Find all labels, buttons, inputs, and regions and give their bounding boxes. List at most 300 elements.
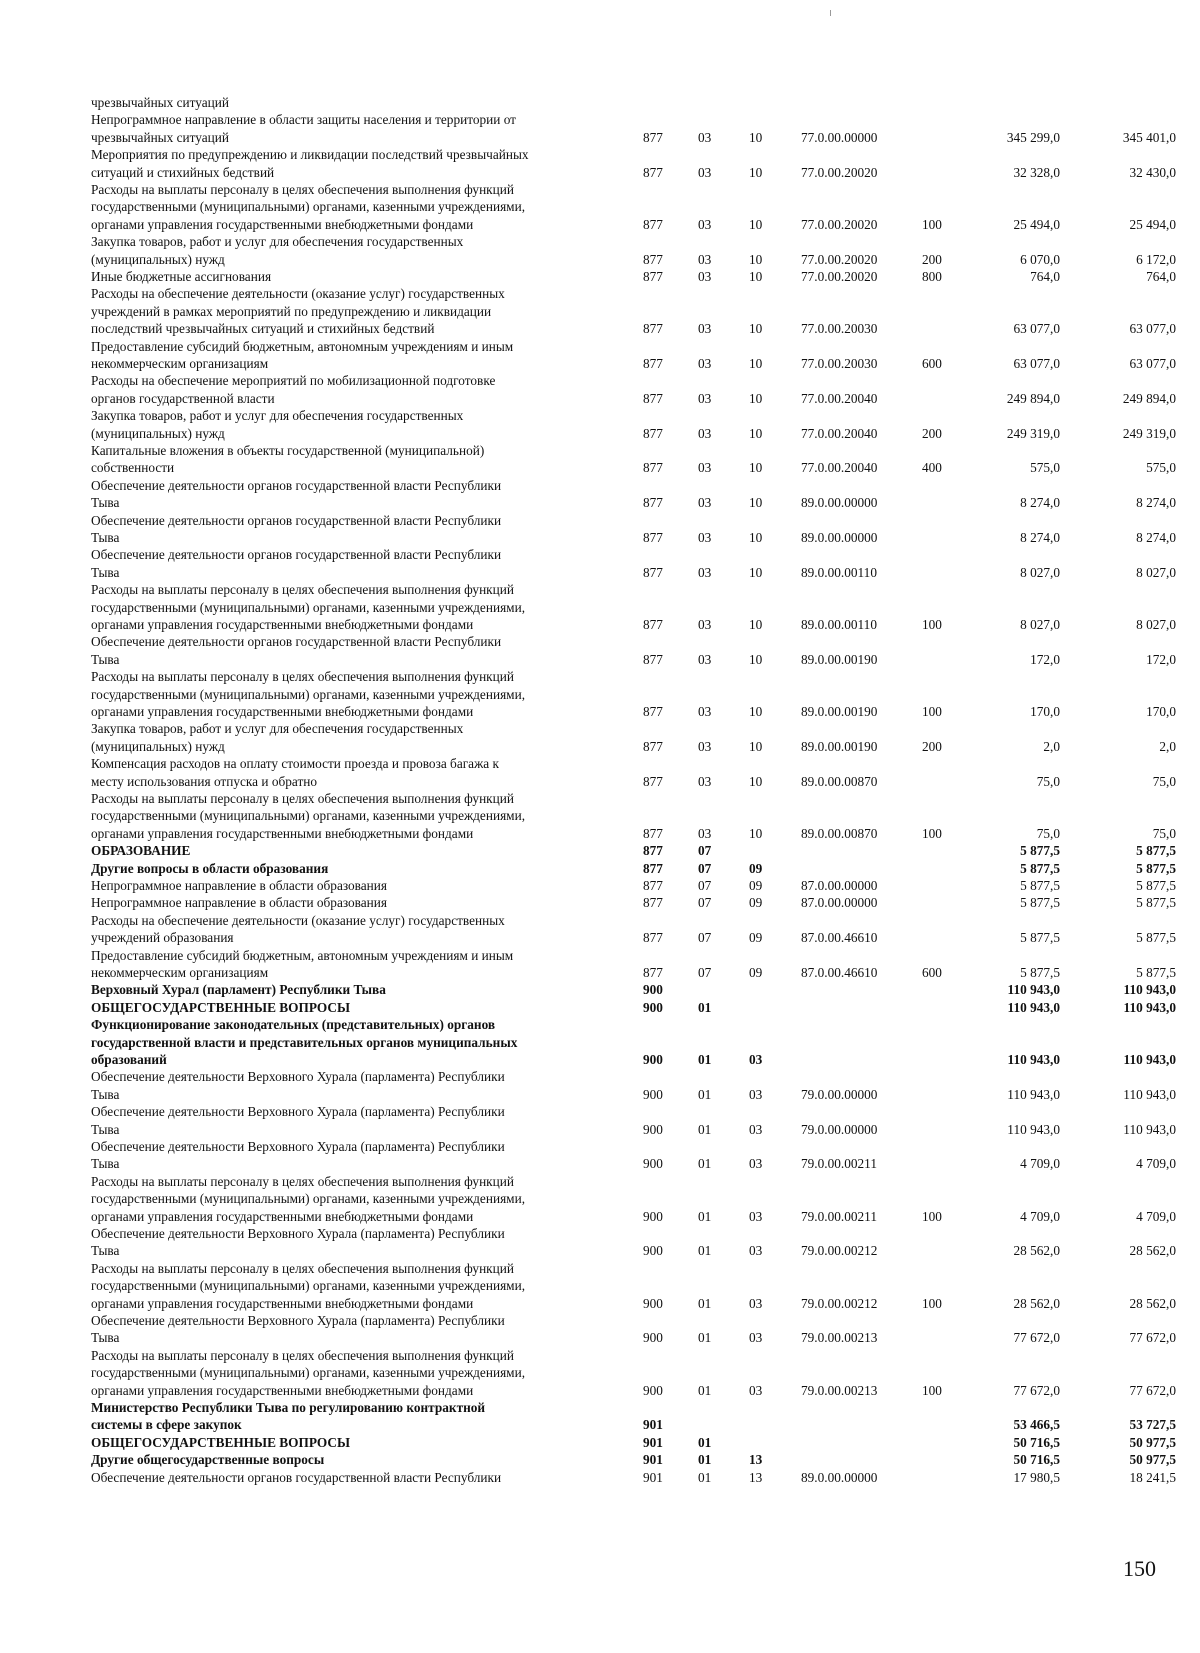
row-description-line: Капитальные вложения в объекты государственной (муниципальной)	[91, 443, 485, 458]
target-article-code: 79.0.00.00000	[801, 1086, 878, 1102]
target-article-code: 89.0.00.00000	[801, 529, 878, 545]
table-row	[0, 181, 1200, 233]
table-row	[0, 111, 1200, 146]
row-description-line: Тыва	[91, 564, 120, 580]
section-code: 03	[698, 616, 712, 632]
group-code: 877	[643, 251, 663, 267]
amount-year-2: 5 877,5	[1136, 843, 1176, 859]
target-article-code: 89.0.00.00190	[801, 651, 878, 667]
amount-year-2: 249 319,0	[1122, 425, 1176, 441]
section-code: 03	[698, 773, 712, 789]
row-description-line: (муниципальных) нужд	[91, 425, 225, 441]
subsection-code: 10	[749, 251, 763, 267]
amount-year-1: 28 562,0	[1013, 1295, 1060, 1311]
section-code: 01	[698, 1330, 712, 1346]
group-code: 900	[643, 982, 663, 998]
row-description	[91, 1103, 611, 1138]
subsection-code: 03	[749, 1051, 763, 1067]
row-description-line: Функционирование законодательных (представительных) органов	[91, 1017, 496, 1033]
row-description	[91, 1347, 611, 1399]
amount-year-1: 575,0	[1030, 460, 1060, 476]
section-code: 03	[698, 355, 712, 371]
group-code: 877	[643, 895, 663, 911]
row-description	[91, 912, 611, 947]
subsection-code: 10	[749, 390, 763, 406]
subsection-code: 10	[749, 129, 763, 145]
subsection-code: 09	[749, 895, 763, 911]
row-description-line: органами управления государственными внебюджетными фондами	[91, 825, 474, 841]
row-description	[91, 546, 611, 581]
row-description-line: Тыва	[91, 1086, 120, 1102]
amount-year-2: 5 877,5	[1136, 878, 1176, 893]
table-row	[0, 1347, 1200, 1399]
row-description-line: органов государственной власти	[91, 390, 275, 406]
target-article-code: 87.0.00.46610	[801, 964, 878, 980]
row-description-line: органами управления государственными внебюджетными фондами	[91, 704, 474, 719]
row-description-line: Расходы на выплаты персоналу в целях обеспечения выполнения функций	[91, 791, 514, 806]
table-row	[0, 755, 1200, 790]
subsection-code: 03	[749, 1086, 763, 1102]
table-row	[0, 268, 1200, 285]
row-description-line: собственности	[91, 460, 175, 476]
subsection-code: 10	[749, 269, 763, 284]
subsection-code: 09	[749, 964, 763, 980]
group-code: 877	[643, 651, 663, 667]
row-description	[91, 999, 611, 1016]
target-article-code: 79.0.00.00000	[801, 1121, 878, 1137]
row-description-line: государственными (муниципальными) органами, казенными учреждениями,	[91, 199, 526, 215]
section-code: 01	[698, 1434, 712, 1450]
target-article-code: 77.0.00.20040	[801, 425, 878, 441]
row-description-line: Расходы на выплаты персоналу в целях обеспечения выполнения функций	[91, 1347, 514, 1363]
subsection-code: 03	[749, 1295, 763, 1311]
table-row	[0, 1225, 1200, 1260]
subsection-code: 10	[749, 773, 763, 789]
row-description-line: ОБЩЕГОСУДАРСТВЕННЫЕ ВОПРОСЫ	[91, 999, 351, 1015]
subsection-code: 03	[749, 1382, 763, 1398]
section-code: 03	[698, 495, 712, 511]
row-description-line: государственными (муниципальными) органами, казенными учреждениями,	[91, 1278, 526, 1294]
row-description-line: Обеспечение деятельности органов государственной власти Республики	[91, 512, 502, 528]
row-description-line: Предоставление субсидий бюджетным, автономным учреждениям и иным	[91, 947, 514, 963]
row-description	[91, 285, 611, 337]
row-description-line: органами управления государственными внебюджетными фондами	[91, 216, 474, 232]
target-article-code: 77.0.00.20020	[801, 164, 878, 180]
table-row	[0, 233, 1200, 268]
row-description	[91, 1138, 611, 1173]
row-description	[91, 1434, 611, 1451]
row-description-line: Обеспечение деятельности Верховного Хурала (парламента) Республики	[91, 1069, 505, 1085]
subsection-code: 10	[749, 495, 763, 511]
subsection-code: 10	[749, 703, 763, 719]
section-code: 01	[698, 1469, 712, 1485]
amount-year-2: 170,0	[1146, 703, 1176, 719]
amount-year-2: 63 077,0	[1129, 355, 1176, 371]
row-description-line: Мероприятия по предупреждению и ликвидации последствий чрезвычайных	[91, 147, 529, 163]
amount-year-1: 5 877,5	[1020, 860, 1060, 876]
section-code: 03	[698, 164, 712, 180]
amount-year-2: 8 274,0	[1136, 529, 1176, 545]
expense-type-code: 600	[922, 355, 942, 371]
table-row	[0, 1434, 1200, 1451]
group-code: 901	[643, 1452, 663, 1468]
group-code: 877	[643, 564, 663, 580]
row-description-line: Расходы на выплаты персоналу в целях обеспечения выполнения функций	[91, 582, 514, 598]
amount-year-2: 172,0	[1146, 651, 1176, 667]
target-article-code: 77.0.00.20030	[801, 321, 878, 337]
row-description	[91, 477, 611, 512]
table-row	[0, 1173, 1200, 1225]
row-description	[91, 512, 611, 547]
table-row	[0, 947, 1200, 982]
table-row	[0, 407, 1200, 442]
row-description-line: государственными (муниципальными) органами, казенными учреждениями,	[91, 686, 526, 702]
table-row	[0, 94, 1200, 111]
row-description-line: Тыва	[91, 1121, 120, 1137]
group-code: 901	[643, 1469, 663, 1485]
subsection-code: 10	[749, 738, 763, 754]
amount-year-1: 5 877,5	[1020, 878, 1060, 893]
subsection-code: 10	[749, 529, 763, 545]
amount-year-2: 8 027,0	[1136, 564, 1176, 580]
row-description	[91, 633, 611, 668]
amount-year-1: 50 716,5	[1013, 1452, 1060, 1468]
amount-year-1: 172,0	[1030, 651, 1060, 667]
amount-year-1: 110 943,0	[1007, 1121, 1060, 1137]
amount-year-2: 28 562,0	[1129, 1295, 1176, 1311]
amount-year-1: 110 943,0	[1007, 982, 1060, 998]
table-row	[0, 668, 1200, 720]
row-description	[91, 407, 611, 442]
amount-year-1: 249 894,0	[1006, 390, 1060, 406]
table-row	[0, 633, 1200, 668]
row-description-line: Обеспечение деятельности органов государственной власти Республики	[91, 634, 502, 650]
table-row	[0, 512, 1200, 547]
amount-year-2: 4 709,0	[1136, 1156, 1176, 1172]
row-description-line: Закупка товаров, работ и услуг для обеспечения государственных	[91, 234, 464, 250]
amount-year-2: 764,0	[1146, 269, 1176, 284]
row-description	[91, 860, 611, 877]
group-code: 877	[643, 860, 663, 876]
target-article-code: 89.0.00.00000	[801, 1469, 878, 1485]
group-code: 877	[643, 129, 663, 145]
target-article-code: 77.0.00.20040	[801, 460, 878, 476]
section-code: 03	[698, 269, 712, 284]
amount-year-1: 77 672,0	[1013, 1382, 1060, 1398]
table-row	[0, 1399, 1200, 1434]
row-description-line: органами управления государственными внебюджетными фондами	[91, 1382, 474, 1398]
subsection-code: 03	[749, 1243, 763, 1259]
amount-year-1: 5 877,5	[1020, 930, 1060, 946]
table-row	[0, 1312, 1200, 1347]
row-description-line: государственными (муниципальными) органами, казенными учреждениями,	[91, 808, 526, 824]
row-description-line: учреждений в рамках мероприятий по предупреждению и ликвидации	[91, 303, 492, 319]
section-code: 03	[698, 321, 712, 337]
target-article-code: 79.0.00.00213	[801, 1382, 878, 1398]
row-description-line: Компенсация расходов на оплату стоимости проезда и провоза багажа к	[91, 756, 499, 772]
amount-year-1: 8 274,0	[1020, 495, 1060, 511]
target-article-code: 79.0.00.00212	[801, 1243, 878, 1259]
row-description-line: последствий чрезвычайных ситуаций и стихийных бедствий	[91, 321, 435, 337]
amount-year-1: 75,0	[1036, 825, 1060, 841]
amount-year-1: 5 877,5	[1020, 895, 1060, 911]
row-description-line: чрезвычайных ситуаций	[91, 129, 229, 145]
group-code: 877	[643, 321, 663, 337]
amount-year-1: 75,0	[1036, 773, 1060, 789]
row-description	[91, 755, 611, 790]
table-row	[0, 1138, 1200, 1173]
subsection-code: 03	[749, 1330, 763, 1346]
row-description	[91, 94, 611, 111]
amount-year-1: 8 027,0	[1020, 564, 1060, 580]
table-row	[0, 477, 1200, 512]
row-description-line: Тыва	[91, 1156, 120, 1172]
subsection-code: 10	[749, 460, 763, 476]
amount-year-1: 110 943,0	[1007, 1086, 1060, 1102]
expense-type-code: 100	[922, 825, 942, 841]
row-description-line: некоммерческим организациям	[91, 356, 269, 371]
row-description	[91, 1016, 611, 1068]
amount-year-2: 77 672,0	[1129, 1330, 1176, 1346]
row-description	[91, 1469, 611, 1486]
amount-year-2: 25 494,0	[1129, 216, 1176, 232]
row-description-line: Обеспечение деятельности Верховного Хурала (парламента) Республики	[91, 1104, 505, 1120]
row-description-line: ситуаций и стихийных бедствий	[91, 164, 275, 180]
group-code: 877	[643, 425, 663, 441]
row-description-line: Верховный Хурал (парламент) Республики Тыва	[91, 982, 386, 998]
amount-year-1: 170,0	[1030, 703, 1060, 719]
amount-year-1: 110 943,0	[1007, 999, 1060, 1015]
row-description	[91, 338, 611, 373]
amount-year-1: 4 709,0	[1020, 1208, 1060, 1224]
amount-year-2: 110 943,0	[1123, 982, 1176, 998]
section-code: 03	[698, 251, 712, 267]
row-description-line: Расходы на обеспечение деятельности (оказание услуг) государственных	[91, 286, 505, 302]
target-article-code: 89.0.00.00110	[801, 616, 877, 632]
row-description-line: Другие вопросы в области образования	[91, 860, 329, 876]
amount-year-1: 8 027,0	[1020, 616, 1060, 632]
target-article-code: 79.0.00.00212	[801, 1295, 878, 1311]
subsection-code: 10	[749, 825, 763, 841]
group-code: 877	[643, 773, 663, 789]
subsection-code: 10	[749, 425, 763, 441]
group-code: 900	[643, 1243, 663, 1259]
row-description-line: ОБЩЕГОСУДАРСТВЕННЫЕ ВОПРОСЫ	[91, 1434, 351, 1450]
amount-year-2: 18 241,5	[1129, 1469, 1176, 1485]
row-description-line: Обеспечение деятельности Верховного Хурала (парламента) Республики	[91, 1313, 505, 1328]
target-article-code: 77.0.00.20020	[801, 269, 878, 284]
amount-year-1: 5 877,5	[1020, 843, 1060, 859]
row-description-line: Закупка товаров, работ и услуг для обеспечения государственных	[91, 721, 464, 737]
group-code: 900	[643, 1295, 663, 1311]
table-row	[0, 372, 1200, 407]
target-article-code: 89.0.00.00110	[801, 564, 877, 580]
amount-year-2: 28 562,0	[1129, 1243, 1176, 1259]
row-description-line: Закупка товаров, работ и услуг для обеспечения государственных	[91, 408, 464, 424]
target-article-code: 89.0.00.00190	[801, 738, 878, 754]
subsection-code: 03	[749, 1156, 763, 1172]
subsection-code: 10	[749, 564, 763, 580]
subsection-code: 13	[749, 1452, 763, 1468]
amount-year-2: 5 877,5	[1136, 964, 1176, 980]
group-code: 877	[643, 825, 663, 841]
row-description-line: Тыва	[91, 651, 120, 667]
expense-type-code: 100	[922, 1208, 942, 1224]
table-row	[0, 442, 1200, 477]
amount-year-1: 249 319,0	[1006, 425, 1060, 441]
amount-year-1: 63 077,0	[1013, 355, 1060, 371]
table-row	[0, 877, 1200, 894]
section-code: 01	[698, 1452, 712, 1468]
subsection-code: 10	[749, 355, 763, 371]
section-code: 03	[698, 703, 712, 719]
section-code: 01	[698, 1086, 712, 1102]
group-code: 877	[643, 878, 663, 893]
row-description	[91, 111, 611, 146]
amount-year-2: 110 943,0	[1123, 1051, 1176, 1067]
section-code: 03	[698, 738, 712, 754]
section-code: 03	[698, 390, 712, 406]
section-code: 07	[698, 878, 712, 893]
row-description	[91, 1399, 611, 1434]
group-code: 877	[643, 964, 663, 980]
amount-year-2: 2,0	[1159, 738, 1176, 754]
row-description-line: Предоставление субсидий бюджетным, автономным учреждениям и иным	[91, 338, 514, 354]
section-code: 07	[698, 843, 712, 859]
row-description	[91, 1173, 611, 1225]
row-description-line: государственными (муниципальными) органами, казенными учреждениями,	[91, 599, 526, 615]
row-description-line: (муниципальных) нужд	[91, 251, 225, 267]
target-article-code: 79.0.00.00211	[801, 1156, 877, 1172]
table-row	[0, 720, 1200, 755]
row-description-line: государственными (муниципальными) органами, казенными учреждениями,	[91, 1365, 526, 1381]
table-row	[0, 860, 1200, 877]
row-description	[91, 1225, 611, 1260]
amount-year-2: 50 977,5	[1129, 1434, 1176, 1450]
row-description-line: Расходы на выплаты персоналу в целях обеспечения выполнения функций	[91, 182, 514, 197]
table-row	[0, 581, 1200, 633]
section-code: 01	[698, 1156, 712, 1172]
amount-year-2: 5 877,5	[1136, 930, 1176, 946]
group-code: 877	[643, 216, 663, 232]
amount-year-1: 28 562,0	[1013, 1243, 1060, 1259]
group-code: 900	[643, 1156, 663, 1172]
group-code: 877	[643, 460, 663, 476]
section-code: 07	[698, 860, 712, 876]
group-code: 900	[643, 1086, 663, 1102]
row-description	[91, 877, 611, 894]
row-description-line: Расходы на выплаты персоналу в целях обеспечения выполнения функций	[91, 1173, 514, 1189]
table-row	[0, 1068, 1200, 1103]
amount-year-2: 53 727,5	[1129, 1417, 1176, 1433]
amount-year-2: 75,0	[1152, 773, 1176, 789]
row-description-line: Расходы на обеспечение деятельности (оказание услуг) государственных	[91, 912, 505, 928]
section-code: 01	[698, 1382, 712, 1398]
amount-year-2: 75,0	[1152, 825, 1176, 841]
subsection-code: 03	[749, 1208, 763, 1224]
target-article-code: 77.0.00.00000	[801, 129, 878, 145]
target-article-code: 79.0.00.00211	[801, 1208, 877, 1224]
table-row	[0, 790, 1200, 842]
row-description-line: Министерство Республики Тыва по регулированию контрактной	[91, 1400, 486, 1415]
amount-year-1: 32 328,0	[1013, 164, 1060, 180]
table-row	[0, 981, 1200, 998]
section-code: 07	[698, 964, 712, 980]
subsection-code: 10	[749, 216, 763, 232]
expense-type-code: 100	[922, 703, 942, 719]
table-row	[0, 912, 1200, 947]
expense-type-code: 200	[922, 738, 942, 754]
row-description-line: Обеспечение деятельности органов государственной власти Республики	[91, 477, 502, 493]
row-description	[91, 1260, 611, 1312]
section-code: 07	[698, 930, 712, 946]
row-description-line: Непрограммное направление в области образования	[91, 895, 388, 911]
row-description-line: органами управления государственными внебюджетными фондами	[91, 1295, 474, 1311]
amount-year-2: 8 274,0	[1136, 495, 1176, 511]
amount-year-1: 8 274,0	[1020, 529, 1060, 545]
row-description-line: Иные бюджетные ассигнования	[91, 269, 272, 284]
group-code: 900	[643, 1382, 663, 1398]
row-description	[91, 1068, 611, 1103]
amount-year-1: 50 716,5	[1013, 1434, 1060, 1450]
target-article-code: 77.0.00.20040	[801, 390, 878, 406]
row-description	[91, 181, 611, 233]
target-article-code: 87.0.00.46610	[801, 930, 878, 946]
target-article-code: 77.0.00.20030	[801, 355, 878, 371]
section-code: 03	[698, 651, 712, 667]
row-description-line: некоммерческим организациям	[91, 965, 269, 980]
amount-year-2: 110 943,0	[1123, 1121, 1176, 1137]
section-code: 07	[698, 895, 712, 911]
row-description-line: Непрограммное направление в области защиты населения и территории от	[91, 112, 516, 128]
group-code: 877	[643, 355, 663, 371]
expense-type-code: 100	[922, 1382, 942, 1398]
row-description-line: Обеспечение деятельности Верховного Хурала (парламента) Республики	[91, 1226, 505, 1241]
row-description-line: Тыва	[91, 1243, 120, 1259]
table-row	[0, 1451, 1200, 1468]
group-code: 877	[643, 390, 663, 406]
row-description-line: государственными (муниципальными) органами, казенными учреждениями,	[91, 1191, 526, 1207]
subsection-code: 09	[749, 930, 763, 946]
row-description-line: Обеспечение деятельности органов государственной власти Республики	[91, 547, 502, 563]
amount-year-2: 575,0	[1146, 460, 1176, 476]
amount-year-1: 110 943,0	[1007, 1051, 1060, 1067]
row-description-line: чрезвычайных ситуаций	[91, 95, 229, 110]
row-description-line: учреждений образования	[91, 930, 234, 946]
expense-type-code: 200	[922, 251, 942, 267]
row-description-line: органами управления государственными внебюджетными фондами	[91, 617, 474, 632]
row-description-line: образований	[91, 1052, 167, 1067]
group-code: 877	[643, 738, 663, 754]
row-description	[91, 233, 611, 268]
expense-type-code: 800	[922, 269, 942, 284]
row-description-line: системы в сфере закупок	[91, 1417, 242, 1433]
table-row	[0, 1103, 1200, 1138]
target-article-code: 89.0.00.00190	[801, 703, 878, 719]
row-description-line: Тыва	[91, 1330, 120, 1346]
amount-year-2: 110 943,0	[1123, 1086, 1176, 1102]
amount-year-1: 77 672,0	[1013, 1330, 1060, 1346]
row-description-line: Тыва	[91, 530, 120, 545]
row-description-line: месту использования отпуска и обратно	[91, 773, 318, 789]
row-description	[91, 981, 611, 998]
subsection-code: 03	[749, 1121, 763, 1137]
table-row	[0, 338, 1200, 373]
scan-mark	[830, 10, 831, 16]
amount-year-2: 32 430,0	[1129, 164, 1176, 180]
row-description	[91, 1312, 611, 1347]
amount-year-2: 5 877,5	[1136, 860, 1176, 876]
